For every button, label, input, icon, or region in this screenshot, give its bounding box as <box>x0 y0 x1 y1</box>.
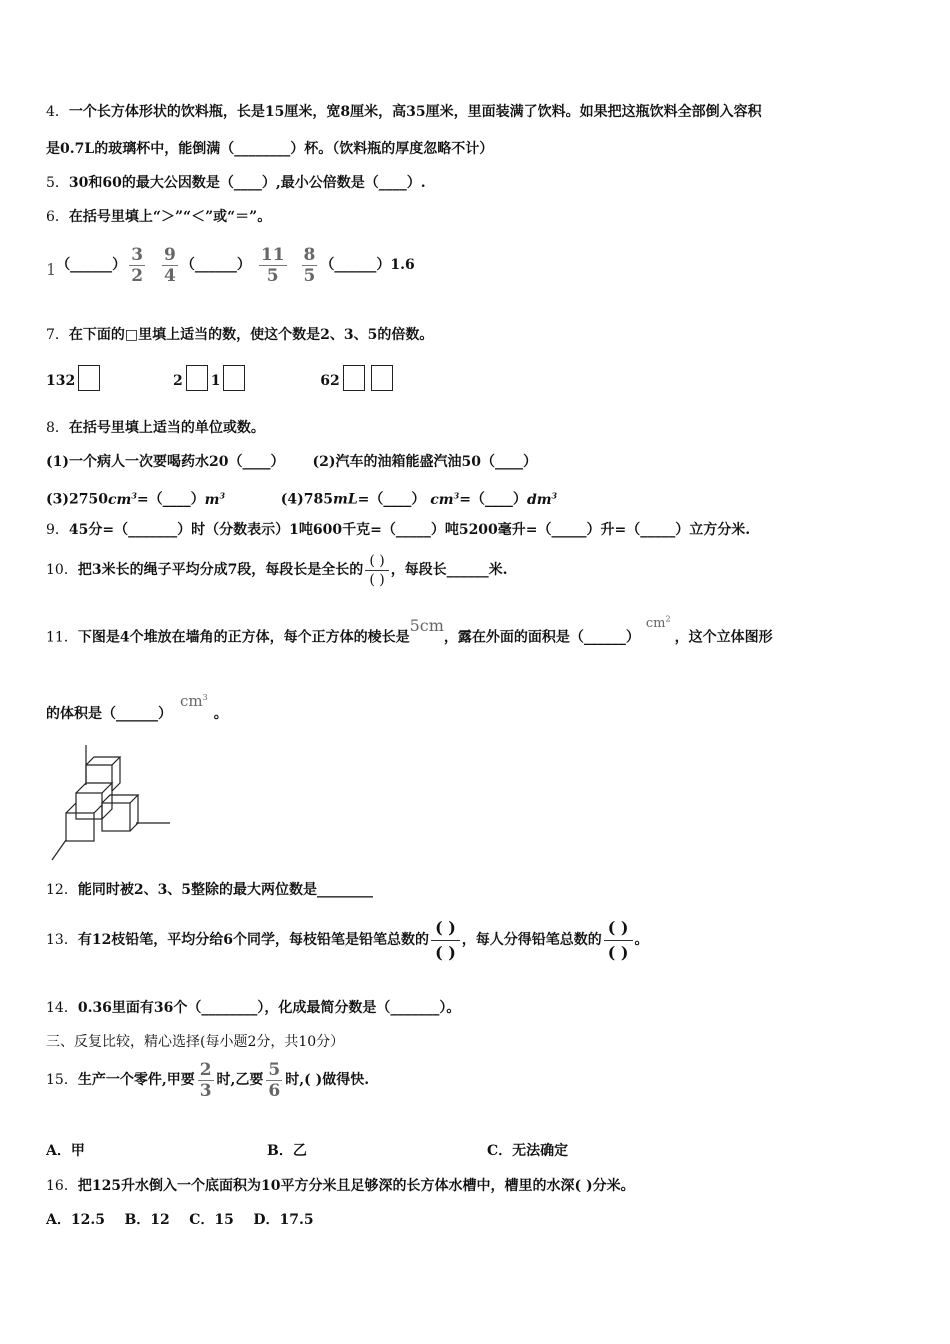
q11-line1 <box>46 614 773 658</box>
q6-text: 在括号里填上“＞”“＜”或“＝”。 <box>68 209 272 225</box>
q8-text: 在括号里填上适当的单位或数。 <box>68 420 265 436</box>
q4-number: 4． <box>46 104 69 120</box>
q13-number: 13． <box>46 932 78 948</box>
q7-box-5[interactable] <box>371 365 393 391</box>
stacked-cubes-figure <box>46 745 176 865</box>
q10-fraction-blank: ( ) ( ) <box>365 552 388 589</box>
q6-one: 1 <box>46 260 57 279</box>
q15-option-a[interactable]: A．甲 <box>46 1143 85 1159</box>
q6-blank-3: （______） <box>320 257 391 273</box>
q8-part4-value: (4)785 <box>280 491 333 508</box>
q5-number: 5． <box>46 175 69 191</box>
q8-row1 <box>46 452 537 472</box>
q15-fraction-2-3: $\frac{2}{3}$ <box>199 1059 212 1101</box>
q9 <box>46 520 750 540</box>
q7-boxes-row <box>46 365 396 396</box>
q8-part4-blank1: =（____） <box>357 491 426 508</box>
q13 <box>46 912 649 968</box>
q10-text-b: ，每段长______米. <box>390 562 508 578</box>
q4-line1 <box>46 102 762 122</box>
q9-text: 45分=（_______）时（分数表示）1吨600千克=（_____）吨5200毫升=（_____）升=（_____）立方分米. <box>68 522 751 538</box>
q8-number: 8． <box>46 420 69 436</box>
q14-text: 0.36里面有36个（________），化成最简分数是（_______）。 <box>77 1000 461 1016</box>
q16-number: 16． <box>46 1178 78 1194</box>
floor-left-line <box>52 840 66 860</box>
q12 <box>46 880 373 900</box>
q7-number-1: 1 <box>210 373 221 389</box>
q16-options[interactable]: A．12.5 B．12 C．15 D．17.5 <box>46 1212 314 1228</box>
q13-text-c: 。 <box>634 932 649 948</box>
q7-prompt <box>46 325 433 345</box>
q15-option-c[interactable]: C．无法确定 <box>487 1143 569 1159</box>
q4-text-1: 一个长方体形状的饮料瓶，长是15厘米，宽8厘米，高35厘米，里面装满了饮料。如果把这瓶饮料全部倒入容积 <box>68 104 762 120</box>
q11-unit-cm3: $cm^3$ <box>180 692 208 710</box>
q8-part2: (2)汽车的油箱能盛汽油50（____） <box>312 454 537 470</box>
q10 <box>46 549 508 591</box>
q8-prompt <box>46 418 265 438</box>
q10-text-a: 把3米长的绳子平均分成7段，每段长是全长的 <box>77 562 364 578</box>
q11-text-a: 下图是4个堆放在墙角的正方体，每个正方体的棱长是 <box>77 629 410 646</box>
q10-number: 10． <box>46 562 78 578</box>
q16-text: 把125升水倒入一个底面积为10平方分米且足够深的长方体水槽中，槽里的水深( )分米。 <box>77 1178 635 1194</box>
q8-unit-cm3-b: $cm^3$ <box>430 490 460 508</box>
q15 <box>46 1056 369 1104</box>
q7-number-62: 62 <box>320 373 340 389</box>
q7-text: 在下面的□里填上适当的数，使这个数是2、3、5的倍数。 <box>68 327 434 343</box>
q6-prompt <box>46 207 271 227</box>
q11-number: 11． <box>46 629 78 646</box>
cube-wall-back <box>86 757 120 791</box>
q13-fraction-blank-1: ( ) ( ) <box>431 916 460 965</box>
q5-text: 30和60的最大公因数是（____）,最小公倍数是（____）. <box>68 175 426 191</box>
cube-bottom-left <box>66 803 102 841</box>
q4-line2: 是0.7L的玻璃杯中，能倒满（________）杯。（饮料瓶的厚度忽略不计） <box>46 141 494 157</box>
q6-compare-row <box>46 240 415 289</box>
q7-number-132: 132 <box>46 373 76 389</box>
q6-fraction-3-2: $\frac{3}{2}$ <box>131 244 144 286</box>
q11-text-d: 的体积是（______） <box>46 706 172 722</box>
q12-number: 12． <box>46 882 78 898</box>
q8-unit-cm3: $cm^3$ <box>107 490 137 508</box>
q6-number: 6． <box>46 209 69 225</box>
q11-text-c: ，这个立体图形 <box>674 629 773 646</box>
q6-fraction-8-5: $\frac{8}{5}$ <box>303 244 316 286</box>
q8-part3-value: (3)2750 <box>46 491 108 508</box>
q15-text-b: 时,乙要 <box>216 1072 264 1088</box>
q6-blank-1: （______） <box>56 257 127 273</box>
q8-part3-blank: =（____） <box>136 491 205 508</box>
q16 <box>46 1176 635 1196</box>
q11-text-e: 。 <box>213 706 228 722</box>
q11-unit-cm2: $cm^2$ <box>645 615 671 632</box>
q8-part4-blank2: =（____） <box>459 491 527 508</box>
q14-number: 14． <box>46 1000 78 1016</box>
q8-unit-m3: $m^3$ <box>204 490 226 508</box>
q11-line2 <box>46 690 228 734</box>
q7-number-2: 2 <box>172 373 183 389</box>
q13-fraction-blank-2: ( ) ( ) <box>604 916 633 965</box>
section-3-heading: 三、反复比较，精心选择(每小题2分，共10分） <box>46 1034 345 1050</box>
q8-row2 <box>46 485 557 510</box>
q6-fraction-11-5: $\frac{11}{5}$ <box>260 244 285 286</box>
q8-unit-ml: mL <box>333 491 358 508</box>
q9-number: 9． <box>46 522 69 538</box>
q15-number: 15． <box>46 1072 78 1088</box>
q7-box-2[interactable] <box>186 365 208 391</box>
q7-box-3[interactable] <box>223 365 245 391</box>
q13-text-b: ，每人分得铅笔总数的 <box>461 932 602 948</box>
q12-text: 能同时被2、3、5整除的最大两位数是________ <box>77 882 374 898</box>
q15-text-c: 时,( )做得快. <box>285 1072 370 1088</box>
q6-fraction-9-4: $\frac{9}{4}$ <box>164 244 176 286</box>
q7-box-4[interactable] <box>343 365 365 391</box>
q7-number: 7． <box>46 327 69 343</box>
q11-text-b: ，露在外面的面积是（______） <box>443 629 640 646</box>
q15-text-a: 生产一个零件,甲要 <box>77 1072 195 1088</box>
q8-unit-dm3: $dm^3$ <box>526 490 558 508</box>
q6-end-value: 1.6 <box>390 257 415 273</box>
q6-blank-2: （______） <box>180 257 251 273</box>
q13-text-a: 有12枝铅笔，平均分给6个同学，每枝铅笔是铅笔总数的 <box>77 932 430 948</box>
q5 <box>46 173 426 193</box>
q14 <box>46 998 460 1018</box>
q8-part1: (1)一个病人一次要喝药水20（____） <box>46 454 285 470</box>
q7-box-1[interactable] <box>78 365 100 391</box>
q15-option-b[interactable]: B．乙 <box>267 1143 307 1159</box>
q11-edge-length: 5cm <box>409 616 444 636</box>
q15-fraction-5-6: $\frac{5}{6}$ <box>268 1059 281 1101</box>
